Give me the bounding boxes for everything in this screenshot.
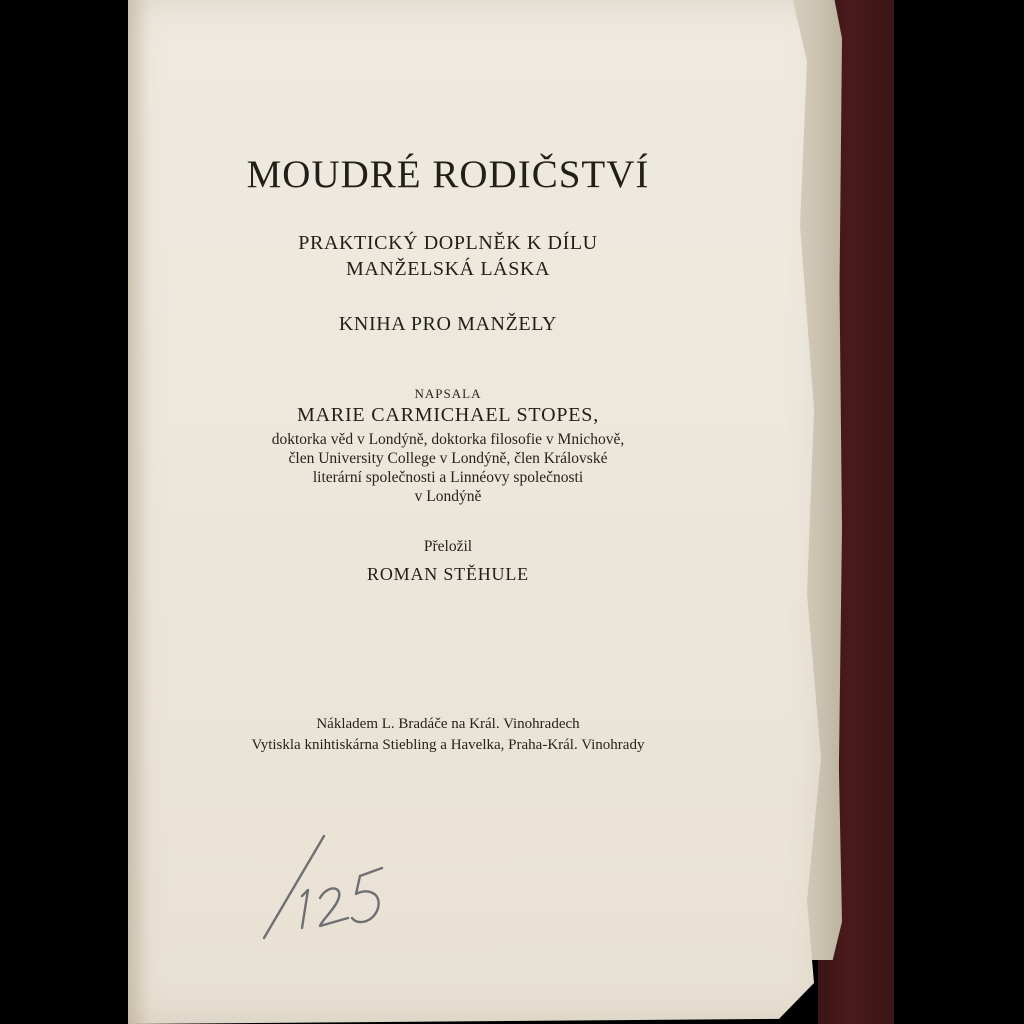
publisher-line-1: Nákladem L. Bradáče na Král. Vinohradech — [316, 716, 580, 732]
author-label: NAPSALA — [414, 386, 482, 401]
book-title: MOUDRÉ RODIČSTVÍ — [246, 153, 650, 196]
subtitle-line-1: PRAKTICKÝ DOPLNĚK K DÍLU — [298, 232, 598, 254]
author-credential: v Londýně — [414, 488, 482, 505]
author-name: MARIE CARMICHAEL STOPES, — [296, 404, 599, 426]
subtitle-line-2: MANŽELSKÁ LÁSKA — [346, 258, 550, 280]
translator-name: ROMAN STĚHULE — [367, 564, 529, 584]
title-page-content — [128, 0, 768, 1024]
translator-label: Přeložil — [423, 538, 473, 555]
author-credential: doktorka věd v Londýně, doktorka filosofie v Mnichově, — [271, 431, 625, 448]
author-credential: člen University College v Londýně, člen Královské — [288, 450, 608, 467]
publisher-line-2: Vytiskla knihtiskárna Stiebling a Havelka, Praha-Král. Vinohrady — [251, 737, 645, 753]
handwritten-note-icon — [258, 828, 398, 948]
author-credential: literární společnosti a Linnéovy společnosti — [312, 469, 584, 486]
subtitle-line-3: KNIHA PRO MANŽELY — [338, 313, 558, 335]
